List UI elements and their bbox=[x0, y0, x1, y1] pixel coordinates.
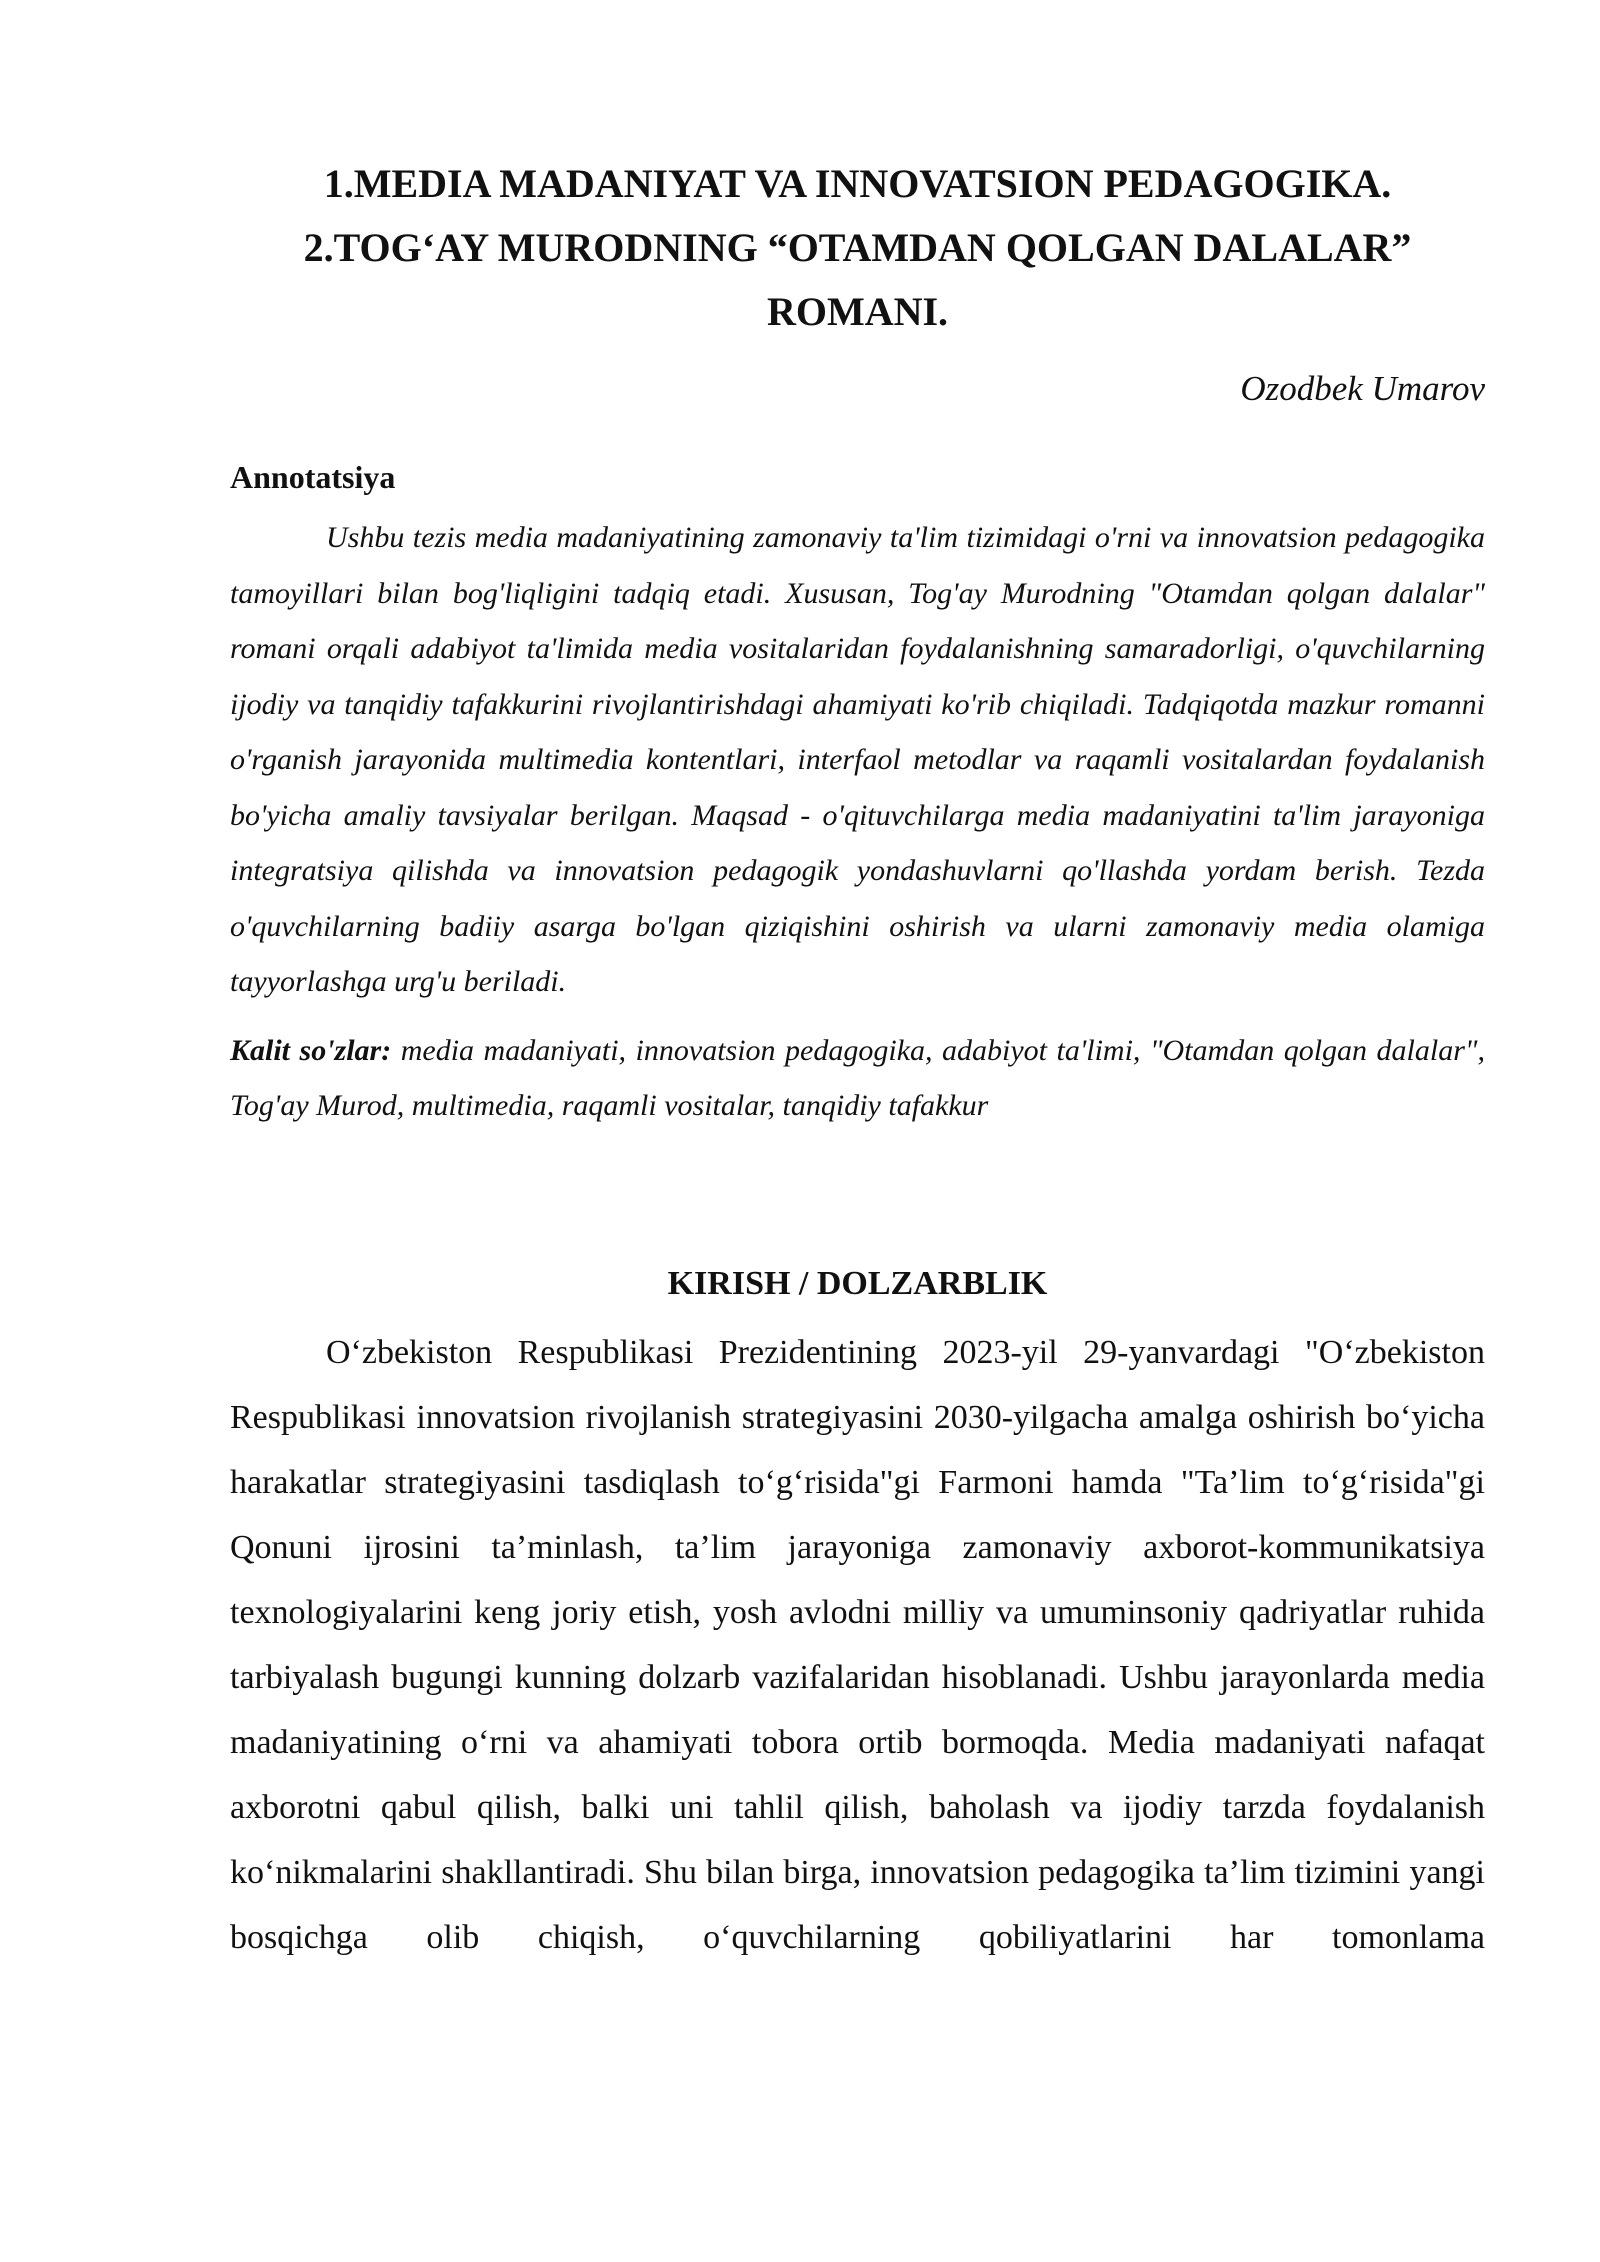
document-page bbox=[230, 0, 1485, 1970]
title-line-1: 1.MEDIA MADANIYAT VA INNOVATSION PEDAGOGIKA. bbox=[323, 161, 1392, 206]
keywords-paragraph bbox=[230, 1023, 1485, 1134]
keywords-label: Kalit so'zlar: bbox=[230, 1033, 392, 1067]
annotation-heading: Annotatsiya bbox=[230, 459, 396, 495]
title-line-2: 2.TOG‘AY MURODNING “OTAMDAN QOLGAN DALALAR” bbox=[303, 225, 1412, 270]
document-title bbox=[230, 152, 1485, 344]
annotation-text: Ushbu tezis media madaniyatining zamonaviy ta'lim tizimidagi o'rni va innovatsion pedagogika tamoyillari bilan bog'liqligini tadqiq etadi. Xususan, Tog'ay Murodning "Otamdan qolgan dalalar" romani orqali adabiyot ta'limida media vositalaridan foydalanishning samaradorligi, o'quvchilarning ijodiy va tanqidiy tafakkurini rivojlantirishdagi ahamiyati ko'rib chiqiladi. Tadqiqotda mazkur romanni o'rganish jarayonida multimedia kontentlari, interfaol metodlar va raqamli vositalardan foydalanish bo'yicha amaliy tavsiyalar berilgan. Maqsad - o'qituvchilarga media madaniyatini ta'lim jarayoniga integratsiya qilishda va innovatsion pedagogik yondashuvlarni qo'llashda yordam berish. Tezda o'quvchilarning badiiy asarga bo'lgan qiziqishini oshirish va ularni zamonaviy media olamiga tayyorlashga urg'u beriladi. bbox=[230, 521, 1485, 998]
title-line-3: ROMANI. bbox=[766, 289, 949, 334]
body-paragraph: O‘zbekiston Respublikasi Prezidentining 2023-yil 29-yanvardagi "O‘zbekiston Respublikasi innovatsion rivojlanish strategiyasini 2030-yilgacha amalga oshirish bo‘yicha harakatlar strategiyasini tasdiqlash to‘g‘risida"gi Farmoni hamda "Ta’lim to‘g‘risida"gi Qonuni ijrosini ta’minlash, ta’lim jarayoniga zamonaviy axborot-kommunikatsiya texnologiyalarini keng joriy etish, yosh avlodni milliy va umuminsoniy qadriyatlar ruhida tarbiyalash bugungi kunning dolzarb vazifalaridan hisoblanadi. Ushbu jarayonlarda media madaniyatining o‘rni va ahamiyati tobora ortib bormoqda. Media madaniyati nafaqat axborotni qabul qilish, balki uni tahlil qilish, baholash va ijodiy tarzda foydalanish ko‘nikmalarini shakllantiradi. Shu bilan birga, innovatsion pedagogika ta’lim tizimini yangi bosqichga olib chiqish, o‘quvchilarning qobiliyatlarini har tomonlama bbox=[230, 1333, 1485, 1956]
keywords-text: media madaniyati, innovatsion pedagogika, adabiyot ta'limi, "Otamdan qolgan dalalar", Tog'ay Murod, multimedia, raqamli vositalar, tanqidiy tafakkur bbox=[230, 1033, 1485, 1122]
section-heading: KIRISH / DOLZARBLIK bbox=[667, 1264, 1048, 1302]
author-name: Ozodbek Umarov bbox=[1240, 369, 1485, 408]
